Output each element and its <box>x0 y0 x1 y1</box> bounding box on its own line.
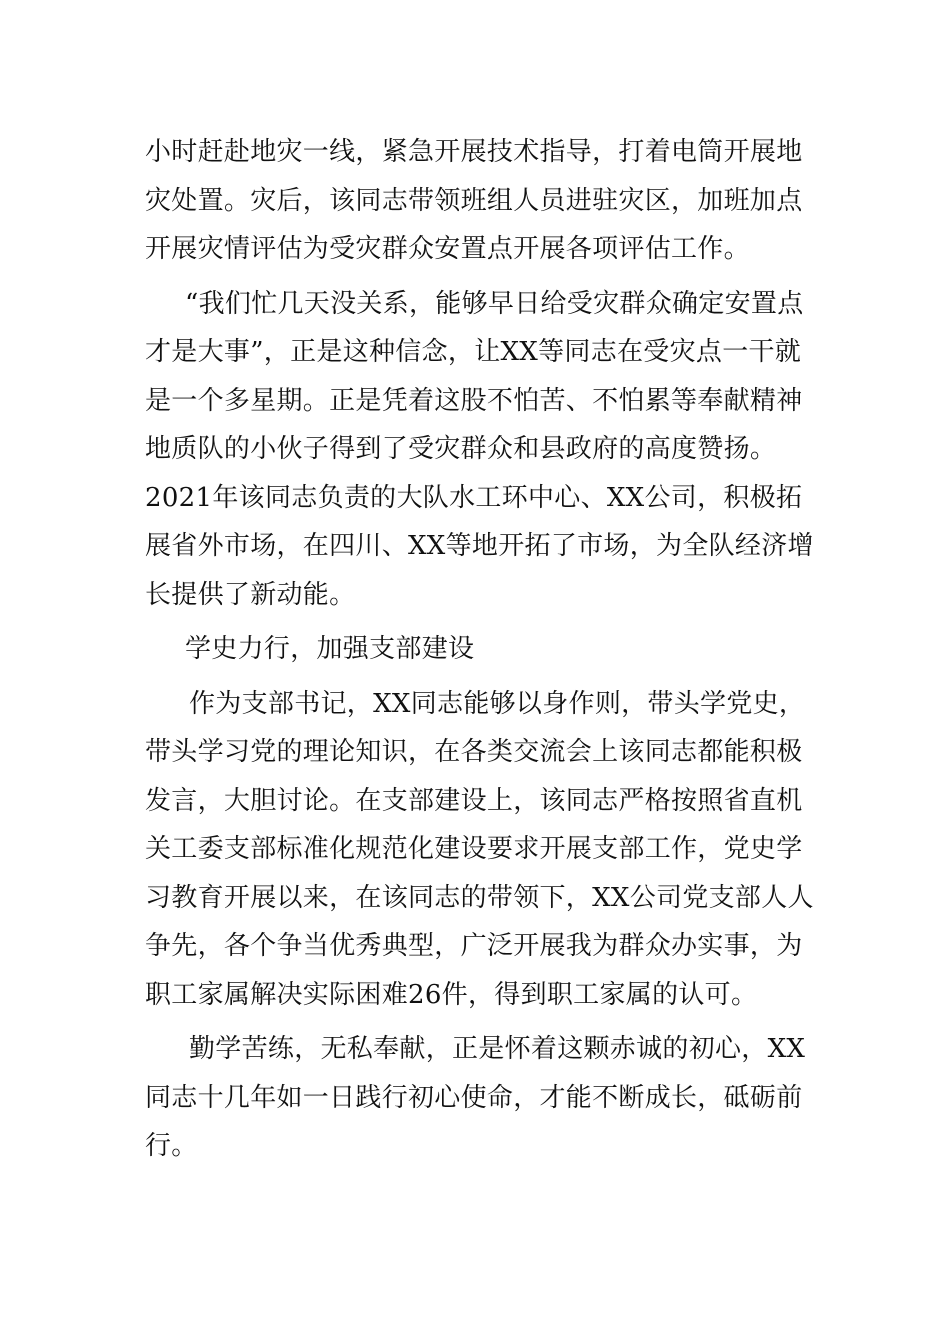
text-line: “我们忙几天没关系，能够早日给受灾群众确定安置点 <box>185 288 804 319</box>
text-line: 作为支部书记，XX同志能够以身作则，带头学党史， <box>189 688 806 719</box>
paragraph-conclusion <box>145 1025 810 1171</box>
text-line: 2021年该同志负责的大队水工环中心、XX公司，积极拓 <box>145 482 803 513</box>
text-line: 小时赶赴地灾一线，紧急开展技术指导，打着电筒开展地 <box>145 137 803 167</box>
text-line: 同志十几年如一日践行初心使命，才能不断成长，砥砺前 <box>145 1082 803 1113</box>
text-line: 展省外市场，在四川、XX等地开拓了市场，为全队经济增 <box>145 531 814 561</box>
text-line: 发言，大胆讨论。在支部建设上，该同志严格按照省直机 <box>145 785 803 816</box>
text-line: 勤学苦练，无私奉献，正是怀着这颗赤诚的初心，XX <box>189 1034 806 1064</box>
paragraph-branch-secretary <box>145 680 814 1020</box>
text-line: 是一个多星期。正是凭着这股不怕苦、不怕累等奉献精神 <box>145 385 803 416</box>
text-line: 才是大事”，正是这种信念，让XX等同志在受灾点一干就 <box>145 337 802 367</box>
text-line: 行。 <box>145 1131 198 1161</box>
text-line: 长提供了新动能。 <box>145 579 356 610</box>
text-line: 职工家属解决实际困难26件，得到职工家属的认可。 <box>145 979 758 1010</box>
text-line: 开展灾情评估为受灾群众安置点开展各项评估工作。 <box>145 234 750 264</box>
paragraph-quote <box>145 280 814 620</box>
paragraph-disaster-response <box>145 128 810 274</box>
text-line: 地质队的小伙子得到了受灾群众和县政府的高度赞扬。 <box>145 434 777 464</box>
text-line: 关工委支部标准化规范化建设要求开展支部工作，党史学 <box>145 834 803 864</box>
text-line: 灾处置。灾后，该同志带领班组人员进驻灾区，加班加点 <box>145 185 803 216</box>
section-heading <box>145 625 810 674</box>
text-line: 习教育开展以来，在该同志的带领下，XX公司党支部人人 <box>145 882 814 913</box>
text-line: 争先，各个争当优秀典型，广泛开展我为群众办实事，为 <box>145 931 803 961</box>
text-line: 带头学习党的理论知识，在各类交流会上该同志都能积极 <box>145 737 803 767</box>
document-body <box>145 128 814 1171</box>
heading-text: 学史力行，加强支部建设 <box>185 634 475 664</box>
